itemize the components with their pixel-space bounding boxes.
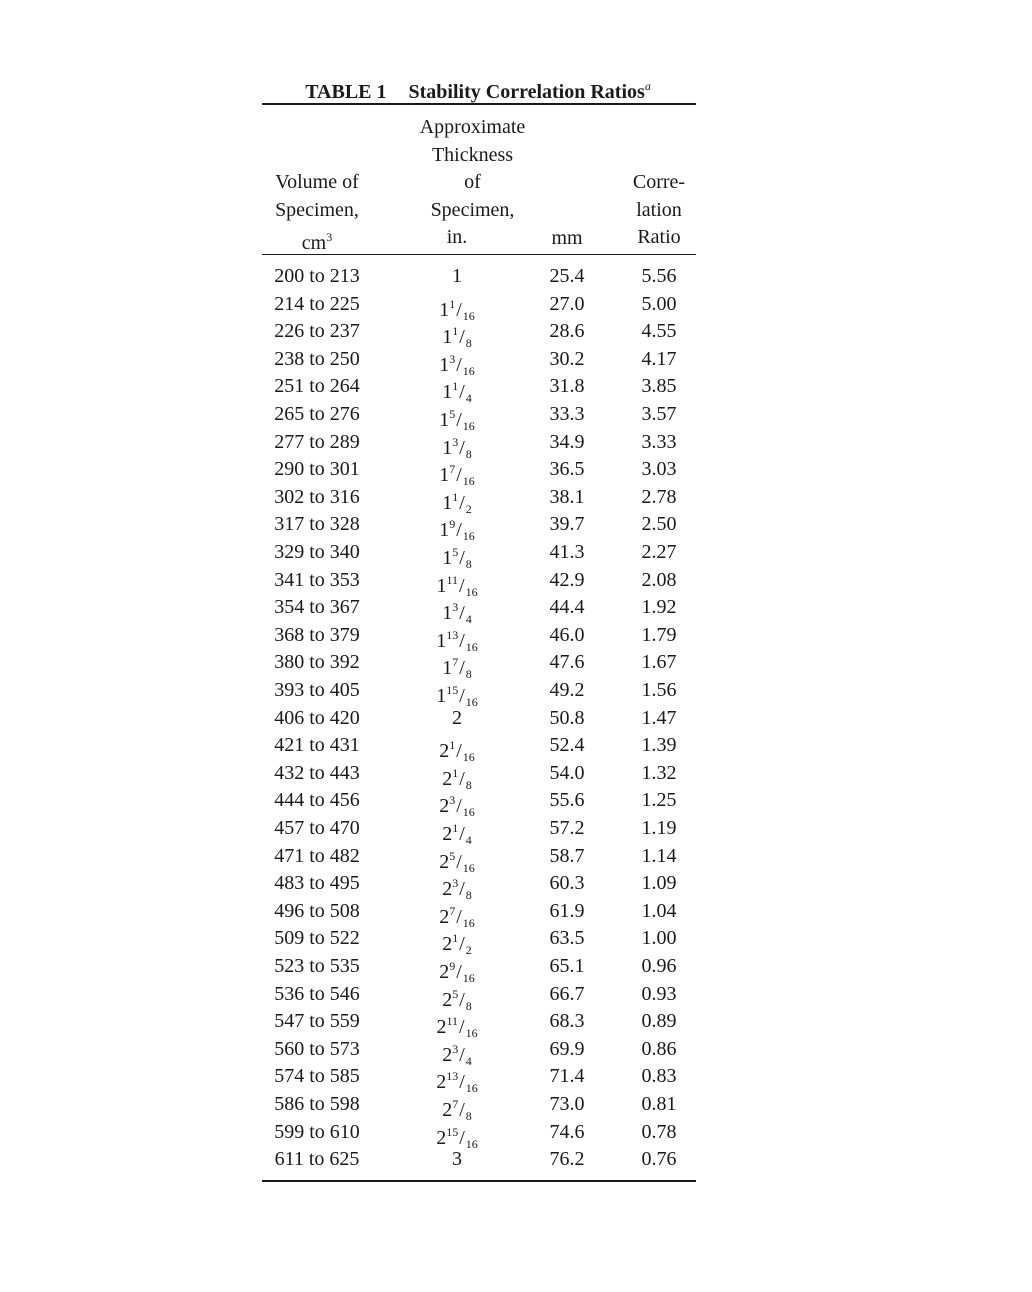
fraction-slash: /: [459, 933, 465, 956]
thickness-numerator: 13: [446, 1069, 459, 1084]
thickness-whole: 2: [442, 1043, 453, 1066]
cell-volume: 302 to 316: [274, 485, 360, 508]
cell-volume: 523 to 535: [274, 955, 360, 977]
cell-thickness-mm: 55.6: [549, 789, 585, 812]
thickness-denominator: 2: [465, 943, 472, 958]
cell-thickness-mm: 33.3: [549, 403, 585, 425]
thickness-whole: 2: [436, 1126, 447, 1149]
thickness-numerator: 7: [449, 903, 456, 918]
thickness-denominator: 8: [465, 667, 472, 682]
cell-thickness-in: [412, 705, 502, 733]
cell-thickness-mm: 42.9: [549, 568, 585, 591]
thickness-whole: 2: [439, 850, 450, 873]
table-row: [262, 981, 696, 1013]
thickness-whole: 3: [452, 1148, 462, 1171]
cell-volume: 200 to 213: [274, 265, 360, 287]
cell-thickness-mm: 50.8: [549, 706, 585, 729]
thickness-whole: 1: [439, 353, 450, 376]
cell-thickness-mm: 28.6: [549, 320, 585, 343]
cell-volume: 471 to 482: [274, 844, 360, 867]
cell-thickness-mm: 36.5: [549, 458, 585, 481]
cell-thickness-mm: 76.2: [549, 1148, 585, 1171]
header-ratio: [624, 169, 694, 252]
thickness-whole: 2: [439, 740, 450, 763]
thickness-whole: 1: [439, 409, 450, 431]
table-row: [262, 511, 696, 544]
cell-thickness-mm: 27.0: [549, 292, 585, 315]
thickness-numerator: 5: [452, 986, 459, 1001]
table-row: [262, 1119, 696, 1151]
fraction-slash: /: [456, 409, 462, 431]
thickness-numerator: 1: [452, 931, 459, 946]
thickness-numerator: 9: [449, 517, 456, 532]
table-row: [262, 346, 696, 378]
table-row: [262, 318, 696, 351]
thickness-whole: 1: [442, 657, 453, 680]
cell-thickness-mm: 41.3: [549, 541, 585, 563]
thickness-whole: 2: [439, 795, 450, 818]
cell-thickness-mm: 73.0: [549, 1093, 585, 1115]
cell-ratio: 0.89: [641, 1010, 677, 1033]
thickness-denominator: 8: [465, 998, 472, 1013]
cell-ratio: 1.79: [641, 623, 677, 646]
cell-ratio: 1.00: [641, 927, 677, 950]
thickness-denominator: 16: [462, 419, 475, 433]
thickness-numerator: 11: [446, 572, 458, 587]
cell-ratio: 0.76: [641, 1148, 677, 1171]
thickness-whole: 2: [442, 767, 453, 790]
thickness-numerator: 1: [452, 821, 459, 835]
thickness-denominator: 8: [465, 557, 472, 571]
fraction-slash: /: [459, 1071, 465, 1094]
thickness-denominator: 8: [465, 777, 472, 792]
fraction-slash: /: [459, 823, 465, 845]
thickness-whole: 1: [442, 602, 453, 625]
cell-ratio: 3.85: [641, 375, 677, 398]
header-rule: [262, 254, 696, 255]
cell-ratio: 0.96: [641, 955, 677, 977]
header-thickness-line: Specimen,: [430, 198, 515, 221]
table-caption: [262, 72, 694, 106]
table-row: [262, 870, 696, 903]
thickness-denominator: 16: [462, 805, 475, 820]
cell-thickness-mm: 25.4: [549, 265, 585, 287]
cell-thickness-mm: 68.3: [549, 1010, 585, 1033]
cell-thickness-in: [412, 263, 502, 291]
thickness-denominator: 16: [462, 474, 475, 489]
fraction-slash: /: [456, 905, 462, 928]
fraction-slash: /: [456, 353, 462, 376]
cell-volume: 611 to 625: [274, 1148, 360, 1171]
top-rule: [262, 103, 696, 105]
cell-thickness-mm: 57.2: [549, 817, 585, 839]
cell-ratio: 2.50: [641, 513, 677, 536]
thickness-numerator: 9: [449, 959, 456, 973]
cell-volume: 368 to 379: [274, 623, 360, 646]
thickness-whole: 1: [442, 547, 453, 569]
header-ratio-line: Corre-: [632, 171, 686, 193]
cell-volume: 290 to 301: [274, 458, 360, 481]
cell-volume: 536 to 546: [274, 982, 360, 1005]
thickness-whole: 2: [436, 1016, 447, 1039]
thickness-denominator: 16: [462, 915, 475, 930]
fraction-slash: /: [459, 1016, 465, 1039]
thickness-numerator: 3: [452, 1041, 459, 1056]
thickness-denominator: 16: [465, 1136, 478, 1151]
cell-volume: 265 to 276: [274, 403, 360, 425]
cell-ratio: 1.39: [641, 734, 677, 757]
cell-ratio: 5.00: [641, 292, 677, 315]
table-row: [262, 263, 696, 291]
cell-ratio: 0.86: [641, 1037, 677, 1060]
thickness-denominator: 2: [465, 501, 472, 516]
cell-thickness-mm: 52.4: [549, 734, 585, 757]
thickness-denominator: 16: [462, 971, 475, 985]
thickness-denominator: 16: [465, 695, 478, 709]
table-row: [262, 649, 696, 682]
header-mm-unit: mm: [551, 227, 583, 249]
fraction-slash: /: [459, 491, 465, 514]
table-row: [262, 760, 696, 792]
thickness-numerator: 1: [452, 324, 459, 339]
cell-volume: 599 to 610: [274, 1120, 360, 1143]
fraction-slash: /: [456, 464, 462, 487]
cell-thickness-mm: 30.2: [549, 347, 585, 370]
cell-thickness-mm: 46.0: [549, 623, 585, 646]
header-inch-unit: in.: [446, 226, 468, 248]
table-row: [262, 1008, 696, 1041]
fraction-slash: /: [456, 298, 462, 321]
thickness-numerator: 1: [449, 738, 456, 753]
thickness-numerator: 7: [449, 462, 456, 477]
thickness-whole: 1: [439, 298, 450, 321]
table-row: [262, 622, 696, 654]
cell-thickness-mm: 44.4: [549, 596, 585, 619]
table-row: [262, 1063, 696, 1096]
cell-ratio: 0.81: [641, 1093, 677, 1115]
header-volume-line: Volume of: [275, 171, 359, 193]
fraction-slash: /: [456, 795, 462, 818]
header-ratio-line: Ratio: [637, 226, 681, 248]
cell-volume: 509 to 522: [274, 927, 360, 950]
thickness-denominator: 4: [465, 612, 472, 627]
table-row: [262, 401, 696, 433]
table-row: [262, 373, 696, 406]
fraction-slash: /: [456, 519, 462, 542]
cell-thickness-mm: 66.7: [549, 982, 585, 1005]
table-row: [262, 484, 696, 516]
thickness-denominator: 8: [465, 1109, 472, 1123]
table-row: [262, 677, 696, 709]
cell-volume: 277 to 289: [274, 430, 360, 453]
thickness-denominator: 8: [465, 888, 472, 903]
thickness-numerator: 3: [452, 600, 459, 615]
thickness-whole: 1: [436, 685, 447, 707]
thickness-numerator: 15: [446, 683, 459, 697]
fraction-slash: /: [459, 657, 465, 680]
thickness-denominator: 16: [465, 639, 478, 654]
table-row: [262, 1091, 696, 1123]
thickness-whole: 2: [442, 1099, 453, 1121]
cell-thickness-mm: 65.1: [549, 955, 585, 977]
fraction-slash: /: [456, 740, 462, 763]
thickness-numerator: 1: [452, 379, 459, 394]
title-footnote-mark: a: [644, 79, 651, 93]
fraction-slash: /: [456, 850, 462, 873]
cell-thickness-mm: 60.3: [549, 872, 585, 895]
header-thickness-line: Approximate: [419, 116, 526, 138]
thickness-numerator: 5: [449, 848, 456, 863]
cell-thickness-mm: 49.2: [549, 679, 585, 701]
table-row: [262, 843, 696, 875]
cell-ratio: 1.04: [641, 899, 677, 922]
thickness-numerator: 7: [452, 655, 459, 670]
table-row: [262, 732, 696, 765]
thickness-numerator: 5: [452, 545, 459, 559]
thickness-denominator: 4: [465, 1053, 472, 1068]
header-volume-unit: $cm^3$: [301, 230, 333, 254]
header-ratio-line: lation: [636, 198, 682, 221]
cell-volume: 560 to 573: [274, 1037, 360, 1060]
thickness-numerator: 1: [452, 489, 459, 504]
cell-ratio: 0.78: [641, 1120, 677, 1143]
cell-volume: 329 to 340: [274, 541, 360, 563]
fraction-slash: /: [459, 547, 465, 569]
table-row: [262, 594, 696, 627]
cell-ratio: 0.83: [641, 1065, 677, 1088]
thickness-whole: 1: [442, 381, 453, 404]
bottom-rule: [262, 1180, 696, 1182]
cell-thickness-mm: 71.4: [549, 1065, 585, 1088]
thickness-numerator: 13: [446, 627, 459, 642]
thickness-whole: 2: [442, 823, 453, 845]
cell-ratio: 2.08: [641, 568, 677, 591]
thickness-whole: 1: [452, 265, 462, 287]
cell-volume: 226 to 237: [274, 320, 360, 343]
thickness-denominator: 16: [462, 750, 475, 765]
fraction-slash: /: [459, 602, 465, 625]
cell-volume: 393 to 405: [274, 679, 360, 701]
thickness-numerator: 3: [449, 793, 456, 808]
table-title: Stability Correlation Ratios: [408, 81, 645, 103]
cell-ratio: 3.57: [641, 403, 677, 425]
table-row: [262, 953, 696, 985]
cell-ratio: 1.47: [641, 706, 677, 729]
thickness-whole: 1: [442, 436, 453, 459]
thickness-whole: 2: [442, 933, 453, 956]
fraction-slash: /: [459, 574, 465, 597]
thickness-numerator: 15: [446, 1124, 459, 1139]
cell-ratio: 3.33: [641, 430, 677, 453]
cell-ratio: 1.56: [641, 679, 677, 701]
fraction-slash: /: [459, 381, 465, 404]
table-label: TABLE 1: [305, 81, 387, 103]
cell-thickness-mm: 74.6: [549, 1120, 585, 1143]
thickness-numerator: 3: [452, 876, 459, 891]
thickness-whole: 2: [442, 988, 453, 1011]
fraction-slash: /: [459, 988, 465, 1011]
cell-ratio: 1.19: [641, 817, 677, 839]
thickness-denominator: 4: [465, 833, 472, 847]
table-row: [262, 539, 696, 571]
thickness-whole: 2: [442, 878, 453, 901]
thickness-whole: 2: [436, 1071, 447, 1094]
cell-volume: 483 to 495: [274, 872, 360, 895]
cell-ratio: 1.14: [641, 844, 677, 867]
cell-volume: 421 to 431: [274, 734, 360, 757]
thickness-whole: 1: [436, 574, 447, 597]
cell-thickness-mm: 69.9: [549, 1037, 585, 1060]
thickness-whole: 1: [439, 464, 450, 487]
thickness-denominator: 16: [462, 363, 475, 378]
table-row: [262, 1146, 696, 1174]
thickness-numerator: 1: [449, 296, 456, 311]
cell-volume: 574 to 585: [274, 1065, 360, 1088]
thickness-numerator: 3: [449, 351, 456, 366]
table-row: [262, 787, 696, 820]
thickness-denominator: 4: [465, 391, 472, 406]
table-row: [262, 815, 696, 847]
cell-ratio: 4.55: [641, 320, 677, 343]
cell-volume: 432 to 443: [274, 761, 360, 784]
table-row: [262, 291, 696, 323]
cell-ratio: 4.17: [641, 347, 677, 370]
cell-volume: 406 to 420: [274, 706, 360, 729]
thickness-denominator: 16: [462, 529, 475, 544]
cell-volume: 354 to 367: [274, 596, 360, 619]
cell-thickness-mm: 54.0: [549, 761, 585, 784]
thickness-numerator: 1: [452, 765, 459, 780]
fraction-slash: /: [459, 878, 465, 901]
cell-ratio: 1.92: [641, 596, 677, 619]
cell-thickness-mm: 38.1: [549, 485, 585, 508]
thickness-denominator: 16: [462, 308, 475, 323]
cell-volume: 457 to 470: [274, 817, 360, 839]
thickness-whole: 1: [439, 519, 450, 542]
cell-thickness-mm: 61.9: [549, 899, 585, 922]
cell-ratio: 3.03: [641, 458, 677, 481]
fraction-slash: /: [459, 1043, 465, 1066]
cell-volume: 251 to 264: [274, 375, 360, 398]
cell-ratio: 1.25: [641, 789, 677, 812]
table-row: [262, 567, 696, 599]
cell-ratio: 1.32: [641, 761, 677, 784]
header-thickness: [405, 114, 540, 224]
thickness-whole: 2: [452, 706, 462, 729]
thickness-denominator: 16: [462, 860, 475, 875]
cell-volume: 214 to 225: [274, 292, 360, 315]
thickness-denominator: 16: [465, 1026, 478, 1041]
table-row: [262, 1036, 696, 1068]
thickness-denominator: 16: [465, 584, 478, 599]
cell-volume: 341 to 353: [274, 568, 360, 591]
table-row: [262, 429, 696, 461]
table-row: [262, 925, 696, 958]
cell-volume: 238 to 250: [274, 347, 360, 370]
thickness-numerator: 5: [449, 407, 456, 421]
thickness-whole: 1: [436, 629, 447, 652]
cell-volume: 444 to 456: [274, 789, 360, 812]
cell-thickness-mm: 39.7: [549, 513, 585, 536]
thickness-whole: 2: [439, 961, 450, 983]
thickness-numerator: 7: [452, 1097, 459, 1111]
cell-thickness-mm: 34.9: [549, 430, 585, 453]
fraction-slash: /: [456, 961, 462, 983]
fraction-slash: /: [459, 326, 465, 349]
cell-ratio: 1.09: [641, 872, 677, 895]
fraction-slash: /: [459, 1126, 465, 1149]
cell-thickness-mm: 31.8: [549, 375, 585, 398]
thickness-denominator: 8: [465, 336, 472, 351]
cell-ratio: 2.78: [641, 485, 677, 508]
table-row: [262, 898, 696, 930]
thickness-numerator: 3: [452, 434, 459, 449]
cell-thickness-mm: 58.7: [549, 844, 585, 867]
header-thickness-line: of: [464, 171, 481, 193]
cell-volume: 317 to 328: [274, 513, 360, 536]
fraction-slash: /: [459, 767, 465, 790]
header-thickness-line: Thickness: [431, 143, 514, 166]
table-row: [262, 705, 696, 733]
thickness-whole: 1: [442, 326, 453, 349]
cell-ratio: 5.56: [641, 265, 677, 287]
cell-volume: 547 to 559: [274, 1010, 360, 1033]
fraction-slash: /: [459, 436, 465, 459]
thickness-denominator: 16: [465, 1081, 478, 1096]
cell-thickness-mm: 63.5: [549, 927, 585, 950]
thickness-whole: 2: [439, 905, 450, 928]
cell-ratio: 2.27: [641, 541, 677, 563]
cell-volume: 496 to 508: [274, 899, 360, 922]
cell-ratio: 0.93: [641, 982, 677, 1005]
cell-volume: 586 to 598: [274, 1093, 360, 1115]
fraction-slash: /: [459, 629, 465, 652]
fraction-slash: /: [459, 1099, 465, 1121]
cell-ratio: 1.67: [641, 651, 677, 674]
thickness-whole: 1: [442, 491, 453, 514]
header-volume: [262, 169, 372, 258]
cell-thickness-mm: 47.6: [549, 651, 585, 674]
cell-volume: 380 to 392: [274, 651, 360, 674]
thickness-denominator: 8: [465, 446, 472, 461]
fraction-slash: /: [459, 685, 465, 707]
cell-thickness-in: [412, 1146, 502, 1174]
table-row: [262, 456, 696, 489]
header-volume-line: Specimen,: [275, 198, 359, 221]
thickness-numerator: 11: [446, 1014, 458, 1029]
